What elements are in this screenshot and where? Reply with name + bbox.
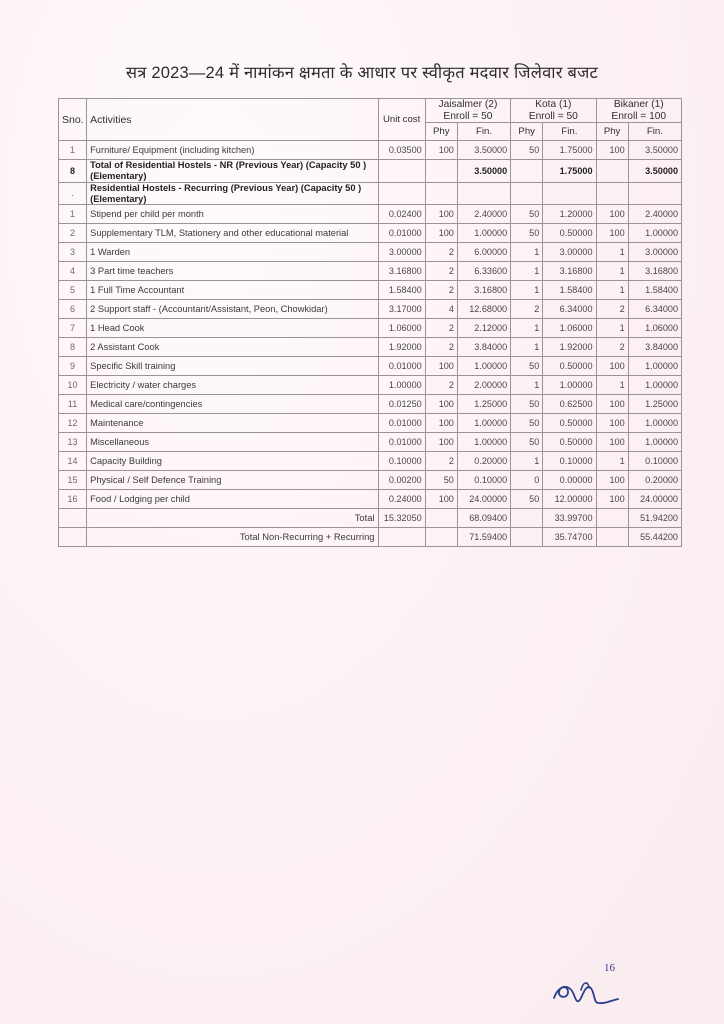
district-enroll-bikaner: Enroll = 100 [611, 110, 667, 122]
cell-bikaner-phy: 100 [596, 205, 628, 224]
cell-kota-phy: 50 [511, 205, 543, 224]
cell-jaisalmer-fin [457, 182, 510, 204]
cell-jaisalmer-phy: 100 [425, 141, 457, 160]
cell-jaisalmer-fin: 12.68000 [457, 300, 510, 319]
cell-unit-cost: 0.00200 [378, 471, 425, 490]
cell-jaisalmer-phy: 100 [425, 414, 457, 433]
cell-unit-cost: 0.24000 [378, 490, 425, 509]
cell-bikaner-phy: 1 [596, 262, 628, 281]
cell-sno: 14 [59, 452, 87, 471]
table-row [59, 182, 682, 204]
cell-jaisalmer-phy: 2 [425, 338, 457, 357]
cell-sno: 1 [59, 205, 87, 224]
cell-activity: Total of Residential Hostels - NR (Previous Year) (Capacity 50 ) (Elementary) [87, 160, 378, 182]
header-kota-phy: Phy [511, 123, 543, 141]
cell-sno: 13 [59, 433, 87, 452]
cell-unit-cost: 3.17000 [378, 300, 425, 319]
table-row [59, 452, 682, 471]
cell-bikaner-fin: 3.00000 [628, 243, 681, 262]
cell-bikaner-fin: 1.00000 [628, 357, 681, 376]
cell-jaisalmer-phy: 100 [425, 490, 457, 509]
table-body [59, 141, 682, 547]
cell-bikaner-phy [596, 182, 628, 204]
cell-bikaner-phy: 100 [596, 433, 628, 452]
cell-bikaner-fin: 1.00000 [628, 224, 681, 243]
cell-jaisalmer-phy: 2 [425, 319, 457, 338]
cell-total-kota-fin: 33.99700 [543, 509, 596, 528]
cell-kota-fin: 1.06000 [543, 319, 596, 338]
cell-jaisalmer-fin: 0.10000 [457, 471, 510, 490]
cell-activity: 2 Support staff - (Accountant/Assistant, Peon, Chowkidar) [87, 300, 378, 319]
cell-bikaner-phy: 2 [596, 338, 628, 357]
table-row [59, 319, 682, 338]
header-jaisalmer-fin: Fin. [457, 123, 510, 141]
cell-jaisalmer-fin: 3.84000 [457, 338, 510, 357]
district-enroll-jaisalmer: Enroll = 50 [443, 110, 493, 122]
cell-kota-phy: 2 [511, 300, 543, 319]
cell-bikaner-phy: 1 [596, 243, 628, 262]
cell-jaisalmer-phy: 4 [425, 300, 457, 319]
cell-sno: 4 [59, 262, 87, 281]
table-row [59, 395, 682, 414]
cell-activity: Residential Hostels - Recurring (Previous Year) (Capacity 50 ) (Elementary) [87, 182, 378, 204]
cell-activity: Medical care/contingencies [87, 395, 378, 414]
cell-kota-phy: 1 [511, 338, 543, 357]
cell-sno: 16 [59, 490, 87, 509]
cell-jaisalmer-fin: 3.50000 [457, 141, 510, 160]
cell-bikaner-phy: 100 [596, 395, 628, 414]
cell-activity: 3 Part time teachers [87, 262, 378, 281]
cell-kota-fin: 0.10000 [543, 452, 596, 471]
cell-jaisalmer-phy [425, 182, 457, 204]
cell-kota-phy: 1 [511, 281, 543, 300]
cell-total-label: Total Non-Recurring + Recurring [87, 528, 378, 547]
cell-kota-phy: 1 [511, 243, 543, 262]
cell-sno: 2 [59, 224, 87, 243]
cell-kota-fin: 12.00000 [543, 490, 596, 509]
cell-bikaner-fin: 3.50000 [628, 160, 681, 182]
cell-bikaner-fin: 2.40000 [628, 205, 681, 224]
table-row [59, 433, 682, 452]
cell-kota-fin: 1.20000 [543, 205, 596, 224]
cell-jaisalmer-phy: 2 [425, 452, 457, 471]
cell-total-kota-phy [511, 509, 543, 528]
cell-kota-phy [511, 182, 543, 204]
cell-kota-phy: 50 [511, 224, 543, 243]
cell-bikaner-phy: 100 [596, 357, 628, 376]
cell-bikaner-fin: 3.50000 [628, 141, 681, 160]
cell-unit-cost: 0.01000 [378, 224, 425, 243]
page-title: सत्र 2023—24 में नामांकन क्षमता के आधार पर स्वीकृत मदवार जिलेवार बजट [125, 64, 599, 82]
cell-unit-cost: 0.01000 [378, 414, 425, 433]
cell-kota-phy: 50 [511, 395, 543, 414]
cell-unit-cost: 0.01000 [378, 357, 425, 376]
cell-kota-fin: 1.75000 [543, 141, 596, 160]
header-district-jaisalmer [425, 99, 510, 123]
table-row [59, 376, 682, 395]
cell-jaisalmer-phy [425, 160, 457, 182]
header-district-bikaner [596, 99, 681, 123]
page-number: 16 [604, 962, 615, 974]
table-row [59, 338, 682, 357]
district-name-kota: Kota (1) [535, 99, 572, 110]
cell-activity: Food / Lodging per child [87, 490, 378, 509]
cell-bikaner-phy: 100 [596, 141, 628, 160]
cell-kota-phy: 50 [511, 414, 543, 433]
table-row [59, 490, 682, 509]
cell-kota-fin: 1.92000 [543, 338, 596, 357]
cell-bikaner-fin: 1.00000 [628, 376, 681, 395]
header-bikaner-fin: Fin. [628, 123, 681, 141]
table-row [59, 300, 682, 319]
cell-sno: 6 [59, 300, 87, 319]
cell-unit-cost: 0.03500 [378, 141, 425, 160]
cell-kota-fin: 0.50000 [543, 357, 596, 376]
cell-activity: Electricity / water charges [87, 376, 378, 395]
header-activities: Activities [87, 99, 378, 141]
cell-bikaner-phy: 100 [596, 471, 628, 490]
cell-total-bikaner-phy [596, 528, 628, 547]
cell-total-unit-cost [378, 528, 425, 547]
cell-total-jaisalmer-phy [425, 509, 457, 528]
cell-sno: 9 [59, 357, 87, 376]
cell-jaisalmer-fin: 2.12000 [457, 319, 510, 338]
table-row [59, 262, 682, 281]
header-bikaner-phy: Phy [596, 123, 628, 141]
cell-jaisalmer-fin: 1.00000 [457, 224, 510, 243]
cell-kota-fin: 1.75000 [543, 160, 596, 182]
cell-kota-fin: 1.00000 [543, 376, 596, 395]
cell-sno: 3 [59, 243, 87, 262]
cell-kota-fin: 3.00000 [543, 243, 596, 262]
cell-activity: Furniture/ Equipment (including kitchen) [87, 141, 378, 160]
cell-bikaner-fin: 3.16800 [628, 262, 681, 281]
cell-sno: 8 [59, 338, 87, 357]
cell-sno: 15 [59, 471, 87, 490]
cell-sno [59, 509, 87, 528]
cell-total-jaisalmer-fin: 71.59400 [457, 528, 510, 547]
cell-total-bikaner-fin: 51.94200 [628, 509, 681, 528]
header-unit-cost: Unit cost [378, 99, 425, 141]
cell-bikaner-fin: 24.00000 [628, 490, 681, 509]
cell-sno: 5 [59, 281, 87, 300]
cell-jaisalmer-phy: 2 [425, 262, 457, 281]
header-sno: Sno. [59, 99, 87, 141]
cell-bikaner-fin [628, 182, 681, 204]
cell-kota-fin: 0.62500 [543, 395, 596, 414]
cell-bikaner-fin: 1.00000 [628, 414, 681, 433]
cell-activity: Stipend per child per month [87, 205, 378, 224]
cell-activity: Supplementary TLM, Stationery and other educational material [87, 224, 378, 243]
district-name-bikaner: Bikaner (1) [613, 99, 664, 110]
cell-kota-phy: 50 [511, 357, 543, 376]
cell-kota-fin: 3.16800 [543, 262, 596, 281]
cell-bikaner-phy: 1 [596, 319, 628, 338]
cell-activity: Miscellaneous [87, 433, 378, 452]
cell-sno: 12 [59, 414, 87, 433]
budget-table [58, 98, 682, 547]
cell-unit-cost: 1.06000 [378, 319, 425, 338]
cell-unit-cost: 0.01250 [378, 395, 425, 414]
cell-kota-fin: 1.58400 [543, 281, 596, 300]
signature-mark [548, 968, 668, 1014]
district-name-jaisalmer: Jaisalmer (2) [438, 99, 498, 110]
cell-unit-cost [378, 160, 425, 182]
cell-unit-cost: 0.01000 [378, 433, 425, 452]
cell-jaisalmer-fin: 6.00000 [457, 243, 510, 262]
cell-bikaner-phy: 1 [596, 452, 628, 471]
cell-unit-cost: 1.00000 [378, 376, 425, 395]
cell-bikaner-fin: 1.25000 [628, 395, 681, 414]
cell-unit-cost: 3.16800 [378, 262, 425, 281]
cell-activity: 2 Assistant Cook [87, 338, 378, 357]
cell-activity: Specific Skill training [87, 357, 378, 376]
cell-bikaner-phy: 2 [596, 300, 628, 319]
cell-kota-phy: 1 [511, 319, 543, 338]
cell-bikaner-fin: 1.00000 [628, 433, 681, 452]
cell-jaisalmer-phy: 100 [425, 395, 457, 414]
table-row [59, 141, 682, 160]
cell-kota-phy [511, 160, 543, 182]
table-row [59, 281, 682, 300]
cell-kota-fin: 0.50000 [543, 433, 596, 452]
cell-kota-phy: 1 [511, 452, 543, 471]
cell-bikaner-fin: 0.10000 [628, 452, 681, 471]
cell-unit-cost: 1.92000 [378, 338, 425, 357]
cell-kota-phy: 50 [511, 490, 543, 509]
cell-kota-phy: 1 [511, 262, 543, 281]
cell-sno [59, 528, 87, 547]
cell-jaisalmer-fin: 1.00000 [457, 357, 510, 376]
cell-bikaner-phy: 1 [596, 376, 628, 395]
table-header [59, 99, 682, 141]
cell-jaisalmer-fin: 3.16800 [457, 281, 510, 300]
cell-jaisalmer-phy: 100 [425, 357, 457, 376]
cell-sno: . [59, 182, 87, 204]
cell-bikaner-phy: 1 [596, 281, 628, 300]
cell-jaisalmer-fin: 1.25000 [457, 395, 510, 414]
cell-kota-fin: 0.50000 [543, 224, 596, 243]
header-kota-fin: Fin. [543, 123, 596, 141]
cell-bikaner-fin: 1.06000 [628, 319, 681, 338]
cell-sno: 7 [59, 319, 87, 338]
cell-jaisalmer-phy: 100 [425, 433, 457, 452]
cell-unit-cost [378, 182, 425, 204]
cell-jaisalmer-fin: 6.33600 [457, 262, 510, 281]
cell-total-unit-cost: 15.32050 [378, 509, 425, 528]
cell-kota-fin: 0.50000 [543, 414, 596, 433]
cell-bikaner-phy: 100 [596, 224, 628, 243]
cell-activity: 1 Full Time Accountant [87, 281, 378, 300]
cell-kota-fin: 6.34000 [543, 300, 596, 319]
cell-bikaner-phy [596, 160, 628, 182]
cell-bikaner-fin: 3.84000 [628, 338, 681, 357]
cell-sno: 1 [59, 141, 87, 160]
cell-activity: 1 Head Cook [87, 319, 378, 338]
cell-activity: Capacity Building [87, 452, 378, 471]
cell-activity: Maintenance [87, 414, 378, 433]
district-enroll-kota: Enroll = 50 [528, 110, 578, 122]
cell-jaisalmer-phy: 2 [425, 281, 457, 300]
table-row [59, 243, 682, 262]
cell-jaisalmer-fin: 24.00000 [457, 490, 510, 509]
cell-jaisalmer-phy: 2 [425, 243, 457, 262]
cell-unit-cost: 0.02400 [378, 205, 425, 224]
cell-jaisalmer-phy: 50 [425, 471, 457, 490]
cell-total-label: Total [87, 509, 378, 528]
cell-unit-cost: 1.58400 [378, 281, 425, 300]
table-total-row [59, 509, 682, 528]
cell-jaisalmer-fin: 1.00000 [457, 414, 510, 433]
cell-activity: Physical / Self Defence Training [87, 471, 378, 490]
header-jaisalmer-phy: Phy [425, 123, 457, 141]
table-row [59, 160, 682, 182]
cell-sno: 10 [59, 376, 87, 395]
cell-bikaner-phy: 100 [596, 414, 628, 433]
table-row [59, 357, 682, 376]
cell-jaisalmer-fin: 0.20000 [457, 452, 510, 471]
cell-total-kota-phy [511, 528, 543, 547]
cell-bikaner-fin: 6.34000 [628, 300, 681, 319]
cell-total-jaisalmer-phy [425, 528, 457, 547]
cell-jaisalmer-fin: 2.00000 [457, 376, 510, 395]
cell-bikaner-phy: 100 [596, 490, 628, 509]
cell-bikaner-fin: 0.20000 [628, 471, 681, 490]
cell-kota-fin [543, 182, 596, 204]
cell-sno: 11 [59, 395, 87, 414]
table-row [59, 224, 682, 243]
cell-kota-phy: 0 [511, 471, 543, 490]
cell-unit-cost: 3.00000 [378, 243, 425, 262]
cell-total-bikaner-phy [596, 509, 628, 528]
cell-kota-phy: 50 [511, 141, 543, 160]
cell-jaisalmer-phy: 100 [425, 224, 457, 243]
cell-kota-fin: 0.00000 [543, 471, 596, 490]
cell-sno: 8 [59, 160, 87, 182]
cell-total-kota-fin: 35.74700 [543, 528, 596, 547]
cell-kota-phy: 50 [511, 433, 543, 452]
table-total-row [59, 528, 682, 547]
cell-jaisalmer-fin: 3.50000 [457, 160, 510, 182]
cell-total-jaisalmer-fin: 68.09400 [457, 509, 510, 528]
cell-unit-cost: 0.10000 [378, 452, 425, 471]
cell-activity: 1 Warden [87, 243, 378, 262]
cell-jaisalmer-phy: 100 [425, 205, 457, 224]
table-row [59, 205, 682, 224]
table-row [59, 414, 682, 433]
cell-total-bikaner-fin: 55.44200 [628, 528, 681, 547]
cell-jaisalmer-phy: 2 [425, 376, 457, 395]
cell-jaisalmer-fin: 2.40000 [457, 205, 510, 224]
cell-kota-phy: 1 [511, 376, 543, 395]
cell-jaisalmer-fin: 1.00000 [457, 433, 510, 452]
cell-bikaner-fin: 1.58400 [628, 281, 681, 300]
header-district-kota [511, 99, 596, 123]
table-row [59, 471, 682, 490]
